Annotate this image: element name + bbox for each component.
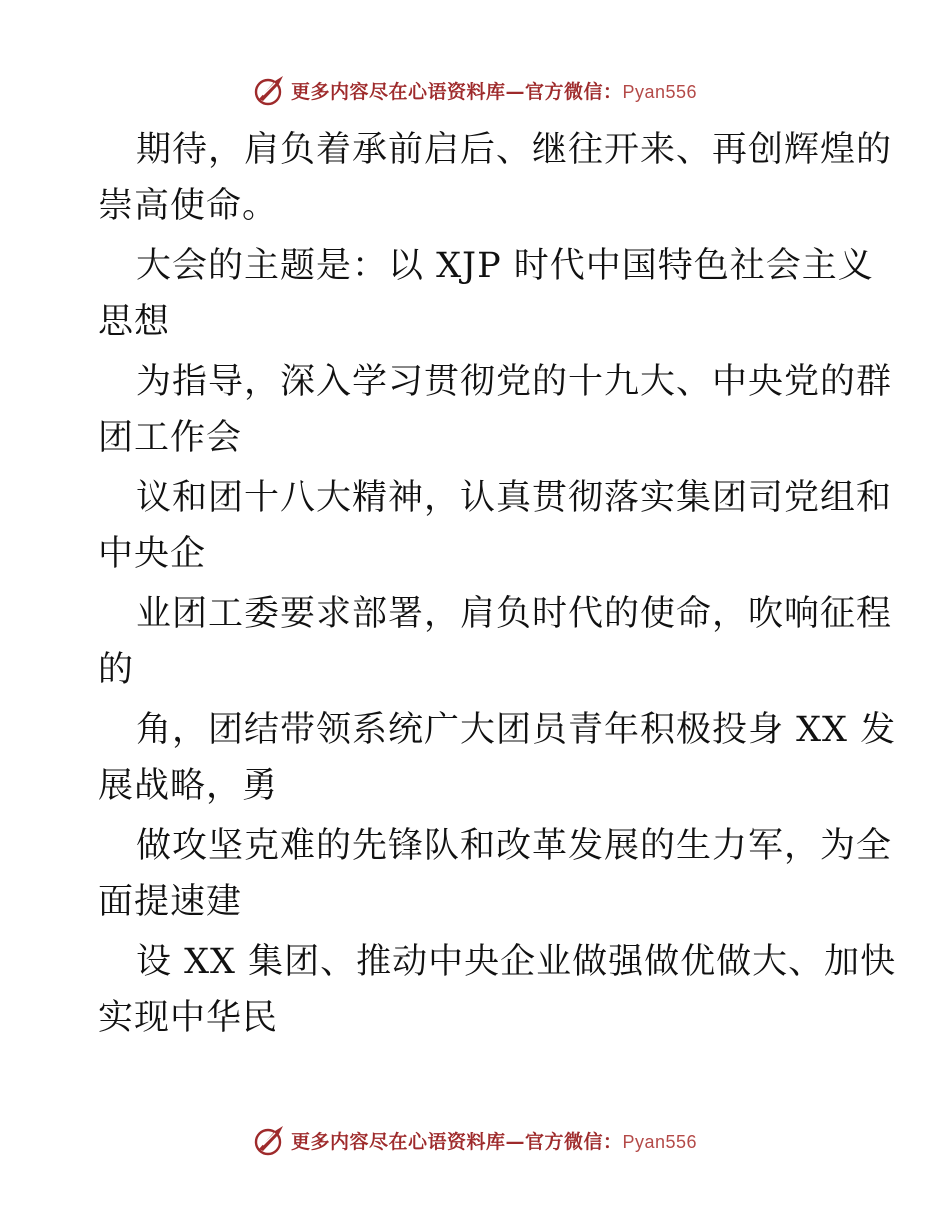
watermark-brand: Pyan556 — [622, 1131, 698, 1152]
watermark-brand: Pyan556 — [622, 81, 698, 102]
watermark-text: 更多内容尽在心语资料库—官方微信：Pyan556 — [290, 80, 698, 103]
text-line-7: 议和团十八大精神，认真贯彻落实集团司党组和 — [136, 478, 893, 518]
text-line-1: 期待，肩负着承前启后、继往开来、再创辉煌的 — [136, 130, 893, 170]
text-line-2: 崇高使命。 — [98, 186, 279, 226]
header-watermark — [0, 70, 950, 110]
quill-pen-logo-icon — [253, 1123, 287, 1157]
watermark-text: 更多内容尽在心语资料库—官方微信：Pyan556 — [290, 1130, 698, 1153]
text-line-3: 大会的主题是：以 XJP 时代中国特色社会主义 — [136, 246, 874, 286]
text-line-11: 角，团结带领系统广大团员青年积极投身 XX 发 — [136, 710, 897, 750]
footer-watermark — [0, 1120, 950, 1160]
text-line-13: 做攻坚克难的先锋队和改革发展的生力军，为全 — [136, 826, 893, 866]
text-line-4: 思想 — [98, 302, 171, 342]
text-line-14: 面提速建 — [98, 882, 243, 922]
quill-pen-logo-icon — [253, 73, 287, 107]
text-line-12: 展战略，勇 — [98, 766, 279, 806]
text-line-6: 团工作会 — [98, 418, 243, 458]
text-line-16: 实现中华民 — [98, 998, 279, 1038]
text-line-15: 设 XX 集团、推动中央企业做强做优做大、加快 — [136, 942, 897, 982]
text-line-9: 业团工委要求部署，肩负时代的使命，吹响征程 — [136, 594, 893, 634]
text-line-5: 为指导，深入学习贯彻党的十九大、中央党的群 — [136, 362, 893, 402]
text-line-10: 的 — [98, 650, 135, 690]
text-line-8: 中央企 — [98, 534, 207, 574]
